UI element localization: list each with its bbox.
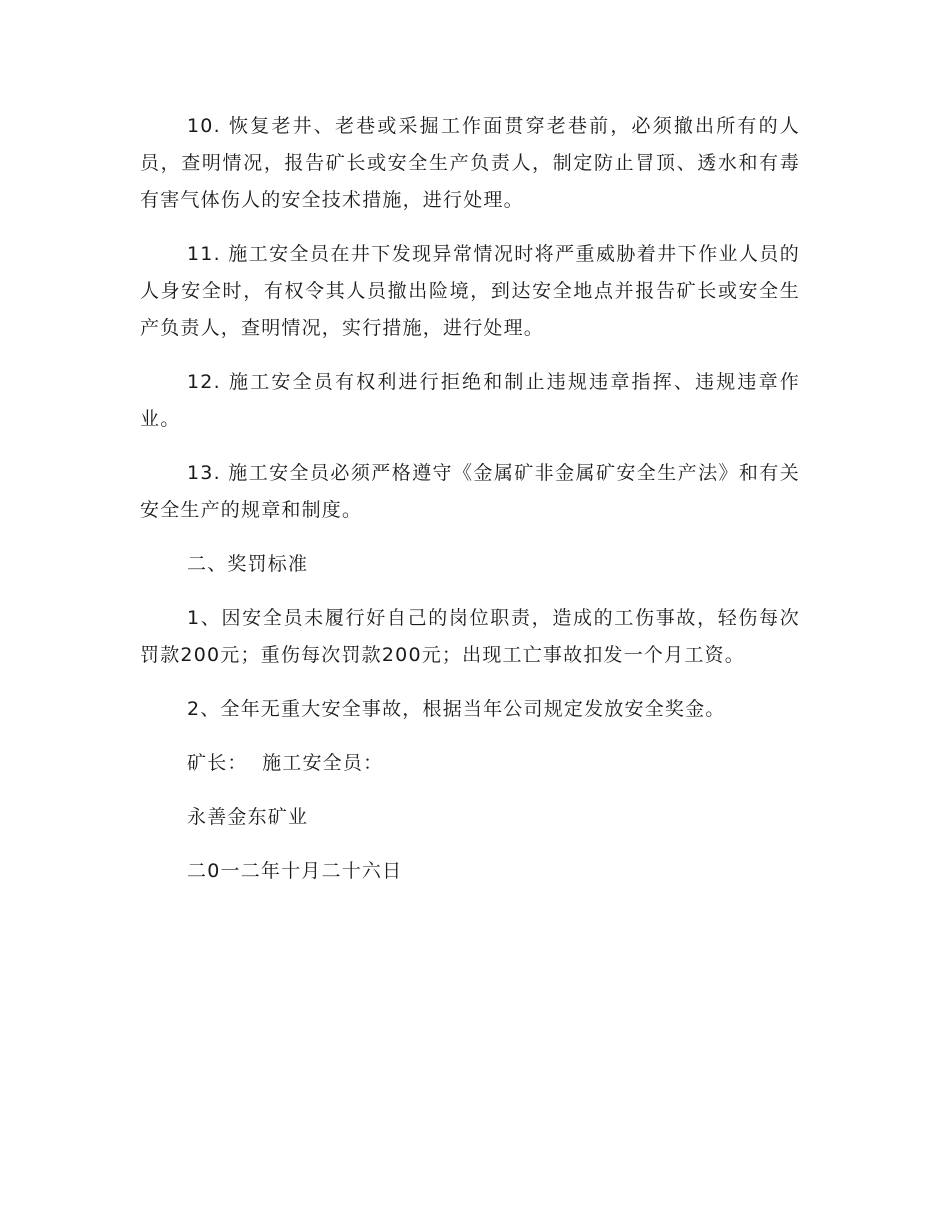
company-name: 永善金东矿业 bbox=[187, 806, 309, 828]
reward-rule-2: 2、全年无重大安全事故，根据当年公司规定发放安全奖金。 bbox=[187, 698, 726, 720]
clause-10: 10. 恢复老井、老巷或采掘工作面贯穿老巷前，必须撤出所有的人员，查明情况，报告矿长或安全生产负责人，制定防止冒顶、透水和有毒有害气体伤人的安全技术措施，进行处理。 bbox=[140, 115, 800, 211]
document-date: 二0一二年十月二十六日 bbox=[187, 860, 403, 882]
clause-13: 13. 施工安全员必须严格遵守《金属矿非金属矿安全生产法》和有关安全生产的规章和制度。 bbox=[140, 462, 800, 521]
document-page bbox=[140, 108, 800, 907]
section-heading: 二、奖罚标准 bbox=[187, 553, 309, 575]
clause-11: 11. 施工安全员在井下发现异常情况时将严重威胁着井下作业人员的人身安全时，有权令其人员撤出险境，到达安全地点并报告矿长或安全生产负责人，查明情况，实行措施，进行处理。 bbox=[140, 243, 800, 339]
reward-rule-1: 1、因安全员未履行好自己的岗位职责，造成的工伤事故，轻伤每次罚款200元；重伤每次罚款200元；出现工亡事故扣发一个月工资。 bbox=[140, 607, 800, 666]
clause-12: 12. 施工安全员有权利进行拒绝和制止违规违章指挥、违规违章作业。 bbox=[140, 371, 800, 430]
signature-line: 矿长： 施工安全员： bbox=[187, 752, 384, 774]
